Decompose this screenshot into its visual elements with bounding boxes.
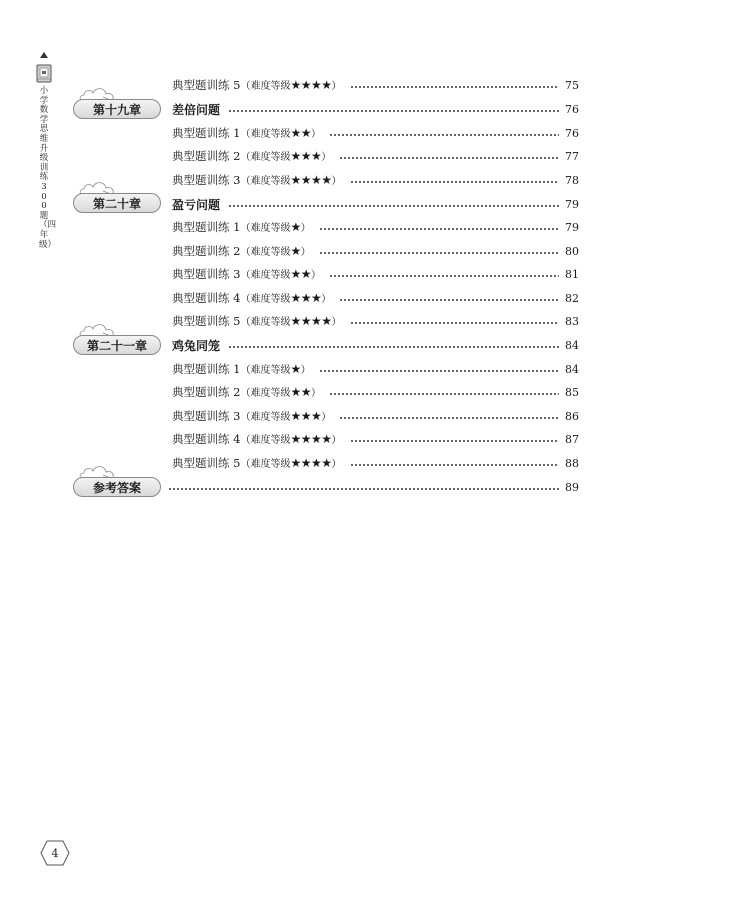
page-number: 89	[565, 480, 579, 494]
page-number: 85	[565, 385, 579, 399]
toc-entry-label: 典型题训练 3（难度等级★★★★）	[172, 173, 342, 187]
toc-entry-label: 典型题训练 1（难度等级★）	[172, 220, 311, 234]
page-number: 88	[565, 456, 579, 470]
page-number: 81	[565, 267, 579, 281]
toc-entry-label: 典型题训练 4（难度等级★★★★）	[172, 432, 342, 446]
section-title: 差倍问题	[172, 102, 221, 117]
dot-leader	[350, 464, 559, 466]
dot-leader	[339, 417, 559, 419]
book-icon	[36, 63, 52, 83]
page-number-badge	[40, 840, 70, 870]
page-number: 87	[565, 432, 579, 446]
toc-entry-label: 典型题训练 3（难度等级★★★）	[172, 409, 332, 423]
page-number: 84	[565, 338, 579, 352]
chapter-label-answers[interactable]	[73, 477, 161, 499]
toc-section-row[interactable]	[172, 99, 579, 119]
toc-row[interactable]	[172, 406, 579, 426]
toc-row[interactable]	[172, 75, 579, 95]
page-number: 84	[565, 362, 579, 376]
chapter-label-21[interactable]	[73, 335, 161, 357]
toc-row[interactable]	[172, 264, 579, 284]
up-triangle-icon	[40, 52, 48, 58]
toc-entry-label: 典型题训练 4（难度等级★★★）	[172, 291, 332, 305]
toc-row[interactable]	[172, 288, 579, 308]
toc-row[interactable]	[172, 241, 579, 261]
dot-leader	[350, 322, 559, 324]
toc-row[interactable]	[172, 217, 579, 237]
dot-leader	[339, 299, 559, 301]
page-number: 79	[565, 220, 579, 234]
dot-leader	[350, 181, 559, 183]
dot-leader	[319, 370, 559, 372]
dot-leader	[319, 228, 559, 230]
page-number: 76	[565, 102, 579, 116]
page-number: 80	[565, 244, 579, 258]
dot-leader	[168, 488, 559, 490]
page-number: 78	[565, 173, 579, 187]
chapter-pill: 参考答案	[73, 477, 161, 497]
chapter-label-19[interactable]	[73, 99, 161, 121]
dot-leader	[228, 346, 559, 348]
toc-section-row[interactable]	[172, 335, 579, 355]
toc-entry-label: 典型题训练 2（难度等级★）	[172, 244, 311, 258]
section-title: 盈亏问题	[172, 197, 221, 212]
toc-entry-label: 典型题训练 2（难度等级★★）	[172, 385, 321, 399]
chapter-pill: 第二十章	[73, 193, 161, 213]
toc-entry-label: 典型题训练 5（难度等级★★★★）	[172, 456, 342, 470]
toc-row[interactable]	[172, 382, 579, 402]
toc-entry-label: 典型题训练 2（难度等级★★★）	[172, 149, 332, 163]
dot-leader	[329, 275, 559, 277]
chapter-label-20[interactable]	[73, 193, 161, 215]
dot-leader	[350, 86, 559, 88]
toc-row[interactable]	[172, 170, 579, 190]
toc-entry-label: 典型题训练 5（难度等级★★★★）	[172, 314, 342, 328]
dot-leader	[228, 110, 559, 112]
page-number: 79	[565, 197, 579, 211]
book-title-vertical: 小学数学思维升级训练300题（四年级）	[39, 86, 57, 250]
toc-row[interactable]	[172, 311, 579, 331]
dot-leader	[329, 393, 559, 395]
toc-entry-label: 典型题训练 5（难度等级★★★★）	[172, 78, 342, 92]
dot-leader	[228, 205, 559, 207]
chapter-pill: 第十九章	[73, 99, 161, 119]
chapter-pill: 第二十一章	[73, 335, 161, 355]
dot-leader	[329, 134, 559, 136]
toc-row[interactable]	[172, 429, 579, 449]
page-number-text: 4	[51, 846, 59, 860]
toc-row[interactable]	[172, 123, 579, 143]
toc-entry-label: 典型题训练 3（难度等级★★）	[172, 267, 321, 281]
toc-answers-row[interactable]	[166, 477, 579, 497]
toc-section-row[interactable]	[172, 194, 579, 214]
page-number: 76	[565, 126, 579, 140]
toc-row[interactable]	[172, 453, 579, 473]
toc-entry-label: 典型题训练 1（难度等级★★）	[172, 126, 321, 140]
page-number: 86	[565, 409, 579, 423]
page-number: 77	[565, 149, 579, 163]
dot-leader	[319, 252, 559, 254]
dot-leader	[339, 157, 559, 159]
toc-entry-label: 典型题训练 1（难度等级★）	[172, 362, 311, 376]
side-tab	[34, 52, 57, 250]
toc-row[interactable]	[172, 359, 579, 379]
section-title: 鸡兔同笼	[172, 338, 221, 353]
page-number: 75	[565, 78, 579, 92]
toc-row[interactable]	[172, 146, 579, 166]
page-number: 82	[565, 291, 579, 305]
page-number: 83	[565, 314, 579, 328]
dot-leader	[350, 440, 559, 442]
